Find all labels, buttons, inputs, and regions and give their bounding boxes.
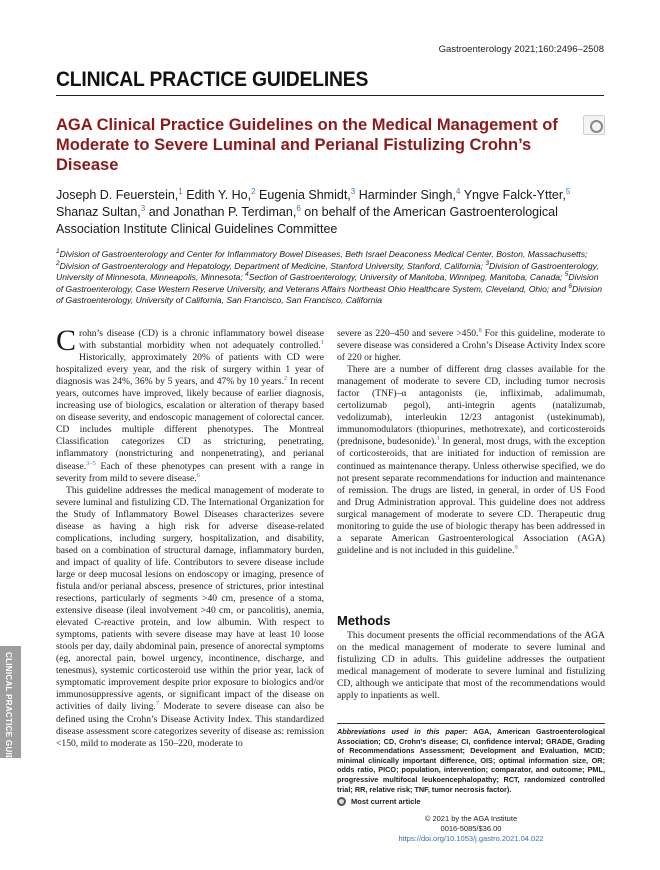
- author-sup: 3: [140, 203, 146, 213]
- methods-heading: Methods: [337, 613, 391, 628]
- text: Each of these phenotypes can present with a range in severity from mild to severe disease.: [56, 460, 324, 484]
- affiliation: Division of Gastroenterology and Hepatology, Department of Medicine, Stanford University, Stanford, California;: [59, 260, 483, 271]
- abbreviations-text: AGA, American Gastroenterological Association; CD, Crohn’s disease; CI, confidence interval; GRADE, Grading of Recommendations Assessment; Development and Evaluation, MCID; minimal clinically important difference, OIS; optimal information size, OR; odds ratio, PICO; population, intervention; comparator, and outcome; PML, progressive multifocal leukoencephalopathy; RCT, randomized controlled trial; RR, relative risk; TNF, tumor necrosis factor).: [337, 727, 605, 794]
- affil-sup: 1: [56, 248, 60, 256]
- copyright: © 2021 by the AGA Institute: [424, 814, 518, 823]
- issn: 0016-5085/$36.00: [440, 823, 502, 833]
- affiliation: Division of Gastroenterology, University of Minnesota, Minneapolis, Minnesota;: [56, 260, 599, 283]
- affiliation: Division of Gastroenterology, Case Western Reserve University, and Veterans Affairs Northeast Ohio Healthcare System, Cleveland, Ohio; and: [56, 272, 599, 294]
- header-rule: [56, 95, 604, 96]
- affiliation: Division of Gastroenterology and Center for Inflammatory Bowel Diseases, Beth Israel Deaconess Medical Center, Boston, Massachusetts;: [59, 249, 588, 259]
- author: Shanaz Sultan,: [56, 205, 141, 219]
- affil-sup: 3: [485, 259, 490, 267]
- affil-sup: 6: [568, 282, 572, 290]
- text: In recent years, outcomes have improved, likely because of earlier diagnosis, increasing use of biologics, escalation or alteration of therapy based on disease severity, and endoscopic management of colorectal cancer. CD includes multiple different phenotypes. The Montreal Classification categorizes CD as stricturing, penetrating, inflammatory (nonstricturing and nonpenetrating), and perianal disease.: [56, 376, 324, 472]
- author: Yngve Falck-Ytter,: [463, 188, 566, 202]
- text: There are a number of different drug classes available for the management of moderate to severe CD, including tumor necrosis factor (TNF)–α antagonists (ie, infliximab, adalimumab, certolizumab pegol), anti-integrin agents (natalizumab, vedolizumab), interleukin 12/23 antagonist (ustekinumab), immunomodulators (thiopurines, methotrexate), and corticosteroids (prednisone, budesonide).: [337, 364, 605, 448]
- article-title: AGA Clinical Practice Guidelines on the Medical Management of Moderate to Severe Luminal and Perianal Fistulizing Crohn’s Disease: [56, 116, 558, 174]
- section-heading: CLINICAL PRACTICE GUIDELINES: [56, 68, 369, 91]
- citation-link[interactable]: 7: [155, 700, 160, 708]
- most-current-label: Most current article: [351, 797, 421, 806]
- affiliation: Section of Gastroenterology, University of Manitoba, Winnipeg, Manitoba, Canada;: [248, 272, 563, 283]
- doi-link[interactable]: https://doi.org/10.1053/j.gastro.2021.04.022: [398, 833, 544, 843]
- author-sup: 1: [178, 186, 183, 196]
- text: Historically, approximately 20% of patients with CD were hospitalized every year, and the risk of surgery within 1 year of diagnosis was 24%, 36% by 5 years, and 47% by 10 years.: [56, 352, 324, 388]
- severity-paragraph: [337, 328, 605, 364]
- author: Harminder Singh,: [358, 188, 456, 202]
- abbreviations-label: Abbreviations used in this paper:: [337, 727, 468, 736]
- abbreviations: [337, 727, 605, 794]
- author: Eugenia Shmidt,: [259, 188, 351, 202]
- author-list: [56, 187, 608, 238]
- author: and Jonathan P. Terdiman,: [148, 205, 297, 219]
- affiliations: [56, 249, 604, 307]
- text: severe as 220–450 and severe >450.: [337, 328, 479, 339]
- author-sup: 5: [565, 186, 571, 196]
- text: Moderate to severe disease can also be defined using the Crohn’s Disease Activity Index. This standardized disease assessment score categorizes severity of disease as: remission <150, mild to moderate as 150–220, moderate to: [56, 701, 324, 749]
- drug-classes-paragraph: [337, 364, 605, 557]
- citation-link[interactable]: 6: [196, 471, 200, 479]
- dropcap: C: [56, 324, 77, 357]
- affiliation: Division of Gastroenterology, University of California, San Francisco, San Francisco, California: [56, 283, 603, 306]
- guideline-paragraph: [56, 485, 324, 750]
- body-column-right: [337, 328, 605, 557]
- citation-link[interactable]: 2: [284, 375, 288, 382]
- citation-link[interactable]: 1: [436, 435, 440, 443]
- citation-link[interactable]: 8: [478, 326, 482, 334]
- author: Edith Y. Ho,: [186, 188, 252, 202]
- affil-sup: 2: [56, 259, 60, 267]
- most-current-icon: [337, 797, 346, 806]
- body-column-left: [56, 324, 324, 750]
- text: This guideline addresses the medical management of moderate to severe luminal and fistulizing CD. The International Organization for the Study of Inflammatory Bowel Diseases characterizes severe disease as having a high risk for adverse disease-related complications, including surgery, hospitalization, and disability, based on a combination of structural damage, inflammatory burden, and impact of quality of life. Contributors to severe disease include large or deep mucosal lesions on endoscopy or imaging, presence of fistula and/or perianal abscess, presence of strictures, prior intestinal resections, particularly of segments >40 cm, presence of a stoma, extensive disease (ileal involvement >40 cm, or pancolitis), anemia, elevated C-reactive protein, and low albumin. With respect to symptoms, patients with severe disease may have at least 10 loose stools per day, daily abdominal pain, presence of anorectal symptoms (eg, anorectal pain, bowel urgency, incontinence, discharge, and tenesmus), systemic corticosteroid use within the prior year, lack of symptomatic improvement despite prior exposure to biologics and/or immunosuppressive agents, or significant impact of the disease on activities of daily living.: [56, 484, 324, 713]
- copyright-block: [337, 814, 605, 843]
- journal-reference: Gastroenterology 2021;160:2496–2508: [438, 44, 604, 55]
- side-tab: [0, 646, 21, 792]
- most-current-article[interactable]: [337, 797, 421, 806]
- citation-link[interactable]: 1: [320, 338, 324, 346]
- author-sup: 6: [296, 203, 301, 213]
- affil-sup: 4: [245, 271, 249, 279]
- text: In general, most drugs, with the exception of corticosteroids, that are initiated for induction of remission are continued as maintenance therapy. Unless otherwise specified, we do not present separate recommendations for induction and maintenance of remission. The drugs are listed, in general, in order of US Food and Drug Administration approval. This guideline does not address surgical management of moderate to severe CD. Therapeutic drug monitoring to guide the use of biologic therapy has been addressed in a separate American Gastroenterological Association (AGA) guideline and is not included in this guideline.: [337, 436, 605, 556]
- author-sup: 2: [251, 186, 256, 196]
- author-sup: 4: [455, 186, 461, 196]
- affil-sup: 5: [564, 271, 569, 279]
- footnote-rule: [337, 723, 605, 724]
- intro-paragraph: [56, 324, 324, 485]
- citation-link[interactable]: 9: [514, 543, 518, 551]
- side-tab-label: CLINICAL PRACTICE GUIDELINES: [4, 652, 13, 792]
- crossmark-icon[interactable]: [583, 115, 605, 135]
- methods-paragraph: This document presents the official recommendations of the AGA on the medical management of moderate to severe luminal and fistulizing CD in adults. This guideline addresses the outpatient medical management of moderate to severe luminal and fistulizing CD, although we anticipate that most of the recommendations would apply to inpatients as well.: [337, 630, 605, 702]
- text: rohn’s disease (CD) is a chronic inflammatory bowel disease with substantial morbidity when not adequately controlled.: [79, 328, 324, 352]
- author: Joseph D. Feuerstein,: [56, 188, 179, 202]
- author-sup: 3: [350, 186, 356, 196]
- authors-tail: on behalf of the American Gastroenterological Association Institute Clinical Guidelines Committee: [56, 205, 558, 236]
- text: For this guideline, moderate to severe disease was considered a Crohn’s Disease Activity Index score of 220 or higher.: [337, 328, 605, 364]
- citation-link[interactable]: 3–5: [86, 459, 96, 467]
